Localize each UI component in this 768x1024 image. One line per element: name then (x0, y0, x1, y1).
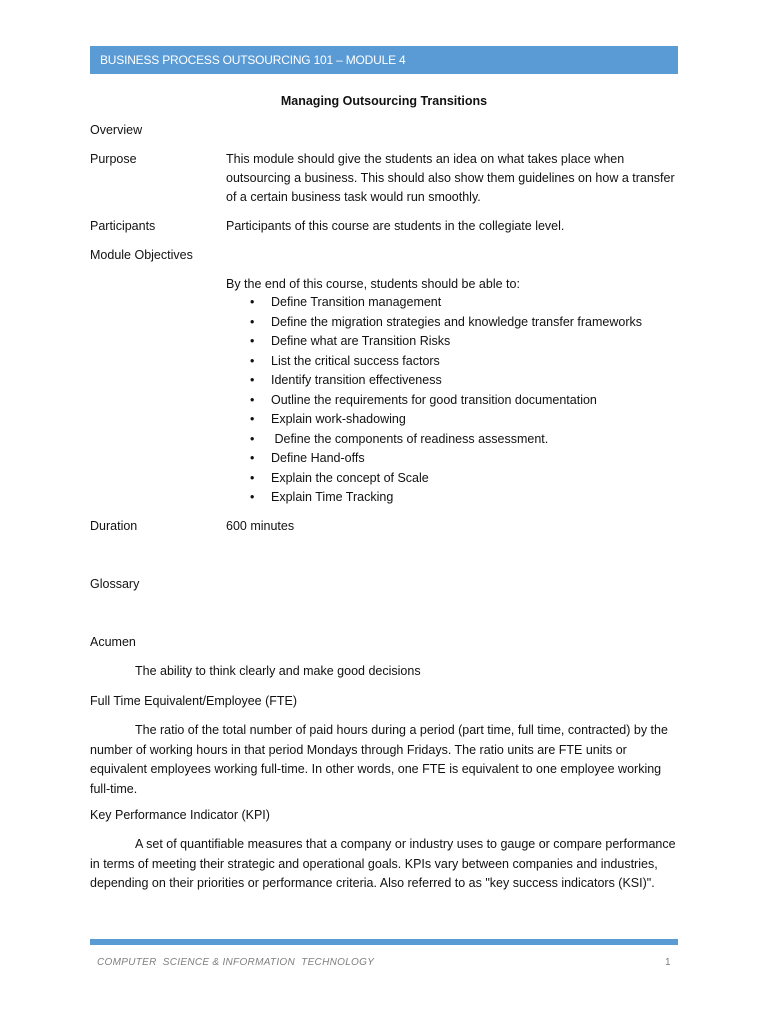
glossary-definition: A set of quantifiable measures that a company or industry uses to gauge or compare performance in terms of meeting their strategic and operational goals. KPIs vary between companies and industries, depending on their priorities or performance criteria. Also referred to as "key success indicators (KSI)". (90, 837, 676, 890)
header-bar (90, 46, 678, 74)
duration-label: Duration (90, 519, 138, 533)
duration-text: 600 minutes (226, 519, 295, 533)
glossary-term: Full Time Equivalent/Employee (FTE) (90, 694, 298, 708)
objective-item: • Explain work-shadowing (226, 410, 642, 430)
objectives-list (226, 293, 642, 508)
header-text: BUSINESS PROCESS OUTSOURCING 101 – MODULE 4 (100, 53, 406, 67)
glossary-term: Acumen (90, 635, 136, 649)
purpose-label: Purpose (90, 152, 137, 166)
participants-text: Participants of this course are students in the collegiate level. (226, 219, 565, 233)
objective-item: • Define the components of readiness assessment. (226, 430, 642, 450)
glossary-definition: The ratio of the total number of paid hours during a period (part time, full time, contracted) by the number of working hours in that period Mondays through Fridays. The ratio units are FTE units or equivalent employees working full-time. In other words, one FTE is equivalent to one employee working full-time. (90, 723, 668, 796)
objective-item: • Explain Time Tracking (226, 488, 642, 508)
page-number: 1 (665, 957, 671, 968)
objective-item: • Identify transition effectiveness (226, 371, 642, 391)
glossary-heading: Glossary (90, 577, 140, 591)
footer-bar (90, 939, 678, 945)
footer-text: COMPUTER SCIENCE & INFORMATION TECHNOLOGY (97, 957, 375, 968)
objective-item: • Define what are Transition Risks (226, 332, 642, 352)
objectives-label: Module Objectives (90, 248, 193, 262)
objective-item: • Explain the concept of Scale (226, 469, 642, 489)
objective-item: • Define Hand-offs (226, 449, 642, 469)
overview-label: Overview (90, 123, 143, 137)
glossary-term: Key Performance Indicator (KPI) (90, 808, 270, 822)
objective-item: • Define the migration strategies and knowledge transfer frameworks (226, 313, 642, 333)
purpose-text: This module should give the students an idea on what takes place when outsourcing a business. This should also show them guidelines on how a transfer of a certain business task would run smoothly. (226, 152, 675, 204)
objective-item: • Define Transition management (226, 293, 642, 313)
objectives-intro: By the end of this course, students should be able to: (226, 277, 520, 291)
glossary-definition: The ability to think clearly and make good decisions (135, 664, 421, 678)
objective-item: • List the critical success factors (226, 352, 642, 372)
page-title: Managing Outsourcing Transitions (280, 94, 488, 108)
objective-item: • Outline the requirements for good transition documentation (226, 391, 642, 411)
participants-label: Participants (90, 219, 156, 233)
